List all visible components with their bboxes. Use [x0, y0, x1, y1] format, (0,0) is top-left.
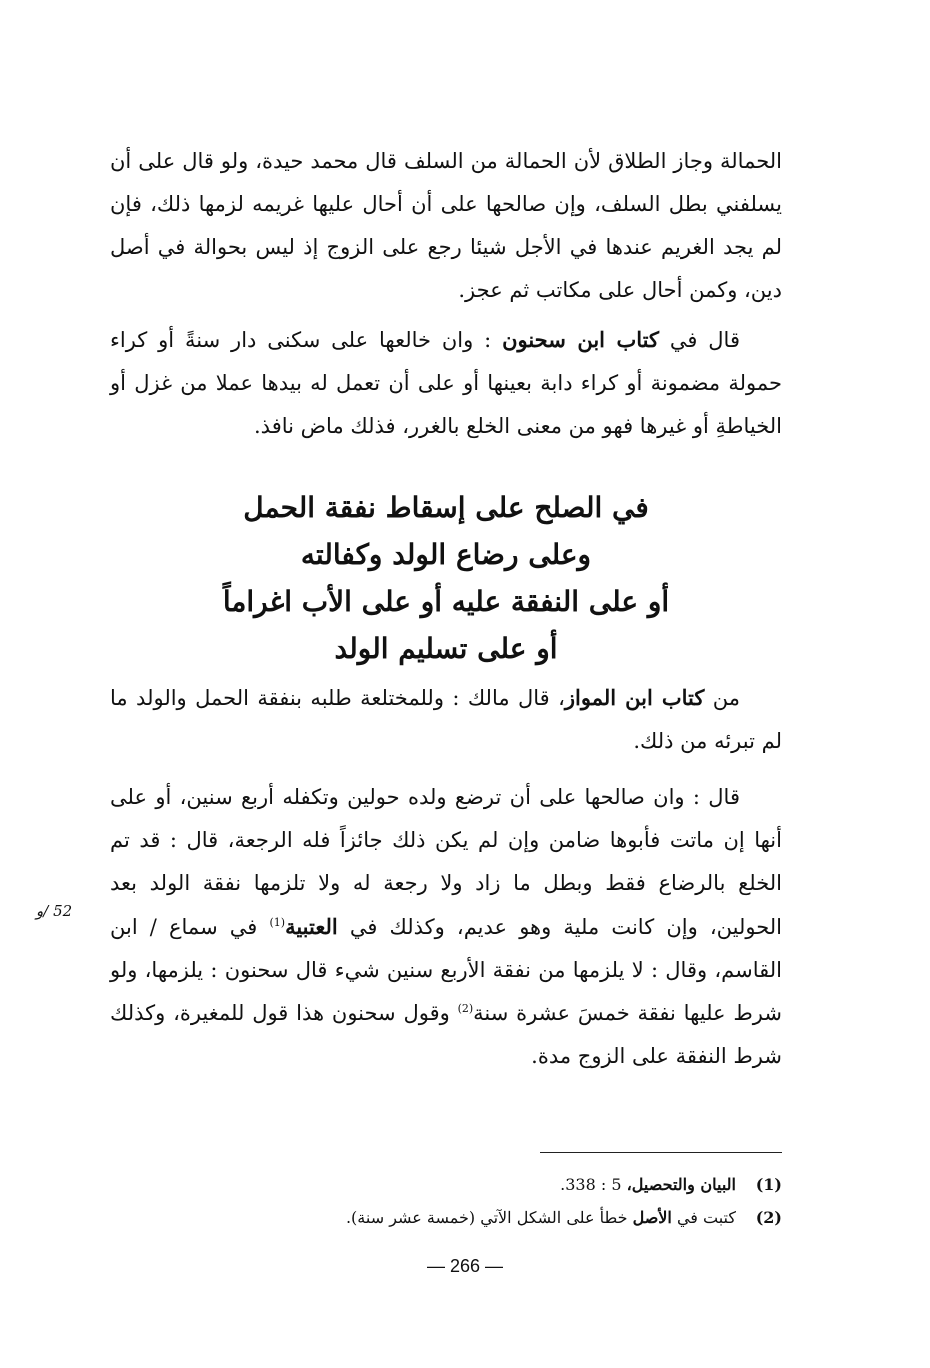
paragraph-4: [110, 776, 782, 1078]
paragraph-3-rest: ، قال مالك : وللمختلعة طلبه بنفقة الحمل والولد ما لم تبرئه من ذلك.: [110, 686, 782, 753]
paragraph-4-text: [110, 776, 782, 1078]
paragraph-2-prefix: قال في: [659, 328, 740, 352]
page-number: — 266 —: [426, 1256, 504, 1276]
footnote-1-number: (1): [755, 1175, 782, 1194]
footnote-1-text: [110, 1168, 736, 1201]
paragraph-2-text: [110, 318, 782, 448]
footnote-1-title: البيان والتحصيل،: [626, 1175, 736, 1194]
footnote-divider: [540, 1152, 782, 1153]
folio-margin-note: 52 /و: [36, 902, 73, 920]
book-title-al-utbiyya: العتبية: [285, 914, 338, 939]
book-title-ibn-al-mawwaz: كتاب ابن المواز: [564, 685, 705, 710]
paragraph-3: [110, 676, 782, 763]
footnote-2-prefix: كتبت في: [671, 1208, 736, 1227]
paragraph-3-text: [110, 676, 782, 763]
footnote-2: [110, 1201, 782, 1234]
footnote-2-number: (2): [755, 1208, 782, 1227]
paragraph-1-text: الحمالة وجاز الطلاق لأن الحمالة من السلف قال محمد حيدة، ولو قال على أن يسلفني بطل السلف، وإن صالحها على أن أحال عليها غريمه لزمها ذلك، فإن لم يجد الغريم عندها في الأجل شيئا رجع على الزوج إذ ليس بحوالة في أصل دين، وكمن أحال على مكاتب ثم عجز.: [110, 149, 782, 302]
heading-line-2: وعلى رضاع الولد وكفالته: [300, 538, 592, 571]
heading-line-3: أو على النفقة عليه أو على الأب اغراماً: [222, 585, 670, 618]
footnote-2-title: الأصل: [632, 1208, 672, 1227]
footnote-2-rest: خطأ على الشكل الآتي (خمسة عشر سنة).: [345, 1208, 633, 1227]
footnote-ref-2: (2): [457, 1002, 474, 1015]
footnotes: [110, 1168, 782, 1234]
footnote-ref-1: (1): [269, 916, 286, 929]
heading-line-4: أو على تسليم الولد: [334, 632, 558, 665]
paragraph-4-part-3: وقول سحنون هذا قول للمغيرة، وكذلك شرط النفقة على الزوج مدة.: [110, 1001, 782, 1068]
footnote-1-ref: 5 : 338.: [560, 1175, 627, 1194]
heading-line-1: في الصلح على إسقاط نفقة الحمل: [243, 491, 649, 524]
paragraph-1: [110, 140, 782, 312]
book-title-ibn-sahnun: كتاب ابن سحنون: [502, 327, 660, 352]
paragraph-2: [110, 318, 782, 448]
paragraph-3-prefix: من: [704, 686, 740, 710]
paragraph-4-part-2: في سماع / ابن القاسم، وقال : لا يلزمها من نفقة الأربع سنين شيء قال سحنون : يلزمها، ولو شرط عليها نفقة خمسَ عشرة سنة: [110, 915, 782, 1025]
paragraph-2-rest: : وان خالعها على سكنى دار سنةً أو كراء حمولة مضمونة أو كراء دابة بعينها أو على أن تعمل له بيدها عملا من غزل أو الخياطةِ أو غيرها فهو من معنى الخلع بالغرر، فذلك ماض نافذ.: [110, 328, 782, 438]
footnote-2-text: [110, 1201, 736, 1234]
section-heading: [110, 484, 782, 672]
footnote-1: [110, 1168, 782, 1201]
paragraph-4-part-1: قال : وان صالحها على أن ترضع ولده حولين وتكفله أربع سنين، أو على أنها إن ماتت فأبوها ضامن وإن لم يكن ذلك جائزاً فله الرجعة، قال : قد تم الخلع بالرضاع فقط وبطل ما زاد ولا رجعة له ولا تلزمها نفقة الولد بعد الحولين، وإن كانت ملية وهو عديم، وكذلك في: [110, 785, 782, 939]
